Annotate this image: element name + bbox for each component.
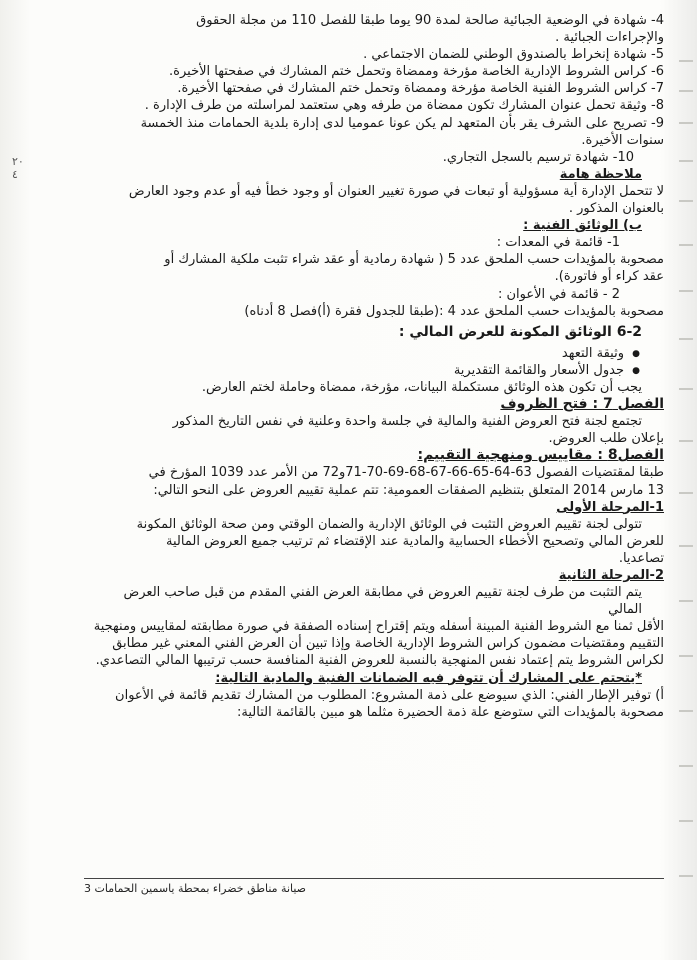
equipment-list: 1- قائمة في المعدات : xyxy=(496,235,620,251)
article-8-heading: الفصل8 : مقاييس ومنهجية التقييم: xyxy=(417,447,664,464)
article-7-text-cont: بإعلان طلب العروض. xyxy=(548,431,664,447)
article-7-heading: الفصل 7 : فتح الظروف xyxy=(500,396,664,413)
page-footer: صيانة مناطق خضراء بمحطة ياسمين الحمامات 3 xyxy=(84,882,307,895)
item-9-cont: سنوات الأخيرة. xyxy=(581,132,664,148)
stage-2-heading: 2-المرحلة الثانية xyxy=(558,568,664,583)
stage-2-text-2: الأقل ثمنا مع الشروط الفنية المبينة أسفله ويتم إقتراح إسناده الصفقة في صورة مطابقته لمقاييس ومنهجية xyxy=(93,619,664,635)
binder-edge xyxy=(675,0,697,960)
note-text: لا تتحمل الإدارة أية مسؤولية أو تبعات في صورة تغيير العنوان أو وجود خطأ فيه أو عدم وجود العارض xyxy=(128,183,664,199)
article-7-text: تجتمع لجنة فتح العروض الفنية والمالية في جلسة واحدة وعلنية في نفس التاريخ المذكور xyxy=(172,414,642,430)
stage-2-text-4: لكراس الشروط يتم إعتماد نفس المنهجية بالنسبة للعروض الفنية المنافسة حسب ترتيبها المالي التصاعدي. xyxy=(95,653,664,669)
staff-list: 2 - قائمة في الأعوان : xyxy=(498,286,620,302)
financial-docs-heading: 6-2 الوثائق المكونة للعرض المالي : xyxy=(398,323,642,340)
bullet-commitment: ● وثيقة التعهد xyxy=(92,345,664,362)
margin-handwritten-note: ٢٠ ٤ xyxy=(12,155,24,181)
technical-staff-text-cont: مصحوبة بالمؤيدات التي ستوضع علة ذمة الحضيرة مثلما هو مبين بالقائمة التالية: xyxy=(237,704,664,720)
item-10: 10- شهادة ترسيم بالسجل التجاري. xyxy=(442,149,634,165)
document-body xyxy=(92,12,664,721)
bullet-price-table: ● جدول الأسعار والقائمة التقديرية xyxy=(92,362,664,379)
item-9: 9- تصريح على الشرف يقر بأن المتعهد لم يكن عونا عموميا لدى إدارة بلدية الحمامات منذ الخمسة xyxy=(140,115,664,131)
stage-1-text-cont: للعرض المالي وتصحيح الأخطاء الحسابية والمادية عند الإقتضاء ثم ترتيب جميع العروض المالية xyxy=(166,533,664,549)
item-6: 6- كراس الشروط الإدارية الخاصة مؤرخة وممضاة وتحمل ختم المشارك في صفحتها الأخيرة. xyxy=(169,64,664,80)
stage-1-heading: 1-المرحلة الأولى xyxy=(556,499,664,515)
footer-divider xyxy=(84,878,664,879)
stage-1-text: تتولى لجنة تقييم العروض التثبت في الوثائق الإدارية والضمان الوقتي ومن صحة الوثائق المكونة xyxy=(136,516,642,532)
note-text-cont: بالعنوان المذكور . xyxy=(568,201,664,217)
financial-docs-note: يجب أن تكون هذه الوثائق مستكملة البيانات، مؤرخة، ممضاة وحاملة لختم العارض. xyxy=(201,379,642,395)
article-8-text: طبقا لمقتضيات الفصول 63-64-65-66-67-68-69-70-71و72 من الأمر عدد 1039 المؤرخ في xyxy=(148,465,664,481)
item-8: 8- وثيقة تحمل عنوان المشارك تكون ممضاة من طرفه وهي ستعتمد لمراسلته من طرف الإدارة . xyxy=(144,98,664,114)
item-4-cont: والإجراءات الجبائية . xyxy=(555,30,664,46)
equipment-desc-cont: عقد كراء أو فاتورة). xyxy=(554,269,664,285)
item-4: 4- شهادة في الوضعية الجبائية صالحة لمدة 90 يوما طبقا للفصل 110 من مجلة الحقوق xyxy=(196,13,664,28)
technical-docs-heading: ب) الوثائق الفنية : xyxy=(523,218,642,234)
equipment-desc: مصحوبة بالمؤيدات حسب الملحق عدد 5 ( شهادة رمادية أو عقد شراء تثبت ملكية المشارك أو xyxy=(164,252,664,268)
technical-staff-text: أ) توفير الإطار الفني: الذي سيوضع على ذمة المشروع: المطلوب من المشارك تقديم قائمة في الأعوان xyxy=(115,687,664,703)
important-note-heading: ملاحظة هامة xyxy=(559,166,642,182)
guarantees-heading: *يتحتم على المشارك أن تتوفر فيه الضمانات الفنية والمادية التالية: xyxy=(215,670,642,686)
article-8-text-cont: 13 مارس 2014 المتعلق بتنظيم الصفقات العمومية: تتم عملية تقييم العروض على النحو التالي: xyxy=(153,482,664,498)
stage-2-text-3: التقييم ومقتضيات مضمون كراس الشروط الإدارية الخاصة وإذا تبين أن العرض الفني المعني غير مطابق xyxy=(112,636,664,652)
item-7: 7- كراس الشروط الفنية الخاصة مؤرخة وممضاة وتحمل ختم المشارك في صفحتها الأخيرة. xyxy=(177,81,664,97)
stage-1-text-end: تصاعديا. xyxy=(618,550,664,566)
stage-2-text: يتم التثبت من طرف لجنة تقييم العروض في مطابقة العرض الفني المقدم من قبل صاحب العرض المالي xyxy=(123,585,642,618)
item-5: 5- شهادة إنخراط بالصندوق الوطني للضمان الاجتماعي . xyxy=(363,47,664,63)
staff-desc: مصحوبة بالمؤيدات حسب الملحق عدد 4 :(طبقا للجدول فقرة (أ)فصل 8 أدناه) xyxy=(244,303,664,319)
